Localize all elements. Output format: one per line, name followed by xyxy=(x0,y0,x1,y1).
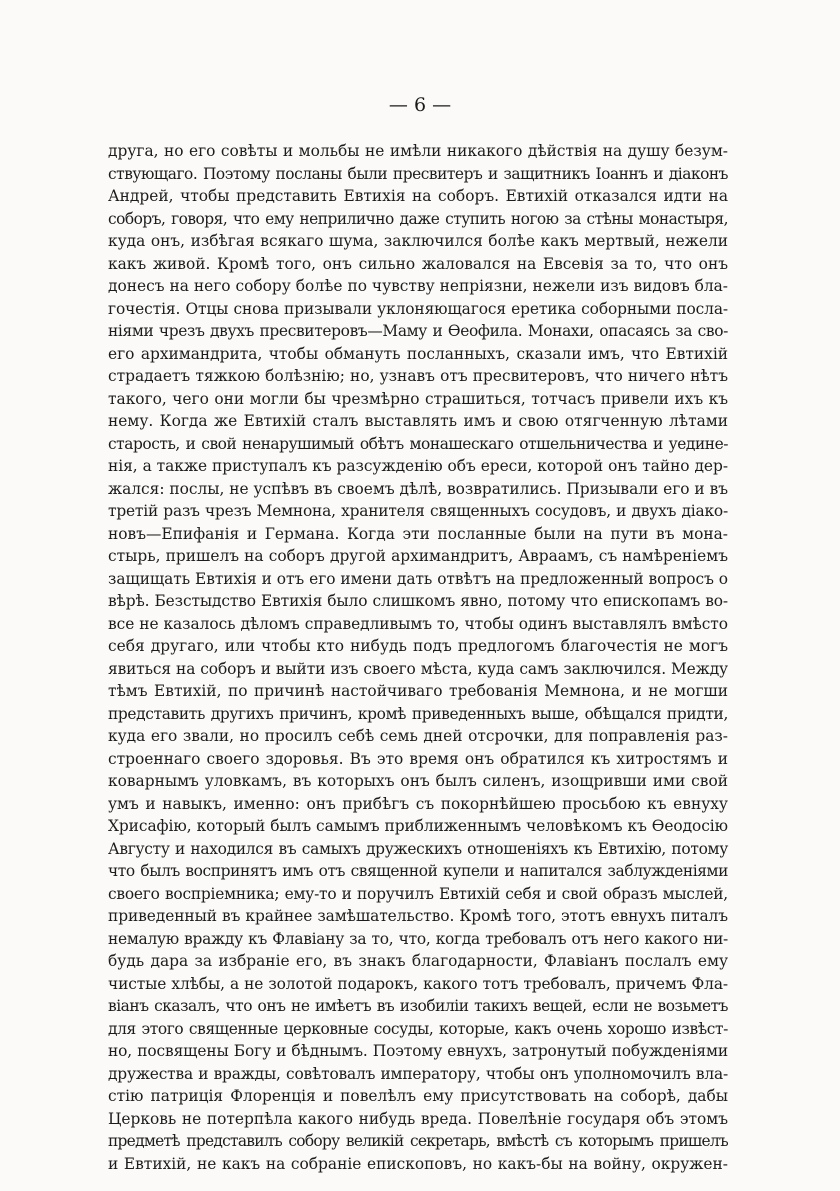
text-line: коварнымъ уловкамъ, въ которыхъ онъ былъ силенъ, изощривши ими свой xyxy=(108,772,728,790)
text-line: строеннаго своего здоровья. Въ это время онъ обратился къ хитростямъ и xyxy=(108,749,728,768)
text-line: дружества и вражды, совѣтовалъ императору, чтобы онъ уполномочилъ вла- xyxy=(108,1064,728,1083)
text-line: жался: послы, не успѣвъ въ своемъ дѣлѣ, возвратились. Призывали его и въ xyxy=(108,479,728,498)
text-line: но, посвящены Богу и бѣднымъ. Поэтому евнухъ, затронутый побужденіями xyxy=(108,1042,728,1060)
text-line: представить другихъ причинъ, кромѣ приведенныхъ выше, обѣщался придти, xyxy=(108,704,728,723)
text-line: что былъ воспринятъ имъ отъ священной купели и напитался заблужденіями xyxy=(108,862,728,880)
text-line: Андрей, чтобы представить Евтихія на соборъ. Евтихій отказался идти на xyxy=(108,187,728,205)
text-line: защищать Евтихія и отъ его имени дать отвѣтъ на предложенный вопросъ о xyxy=(108,569,728,588)
text-line: куда его звали, но просилъ себѣ семь дней отсрочки, для поправленія раз- xyxy=(108,727,728,745)
text-line: умъ и навыкъ, именно: онъ прибѣгъ съ покорнѣйшею просьбою къ евнуху xyxy=(108,794,728,813)
text-line: тѣмъ Евтихій, по причинѣ настойчиваго требованія Мемнона, и не могши xyxy=(108,682,728,700)
text-line: для этого священные церковные сосуды, которые, какъ очень хорошо извѣст- xyxy=(108,1019,728,1038)
text-line: явиться на соборъ и выйти изъ своего мѣста, куда самъ заключился. Между xyxy=(108,659,728,678)
text-line: Хрисафію, который былъ самымъ приближеннымъ человѣкомъ къ Ѳеодосію xyxy=(108,817,728,835)
text-line: его архимандрита, чтобы обмануть посланныхъ, сказали имъ, что Евтихій xyxy=(108,344,728,363)
text-line: будь дара за избраніе его, въ знакъ благодарности, Флавіанъ послалъ ему xyxy=(108,952,728,970)
text-line: третій разъ чрезъ Мемнона, хранителя священныхъ сосудовъ, и двухъ діако- xyxy=(108,502,728,520)
text-line: новъ—Епифанія и Германа. Когда эти посланные были на пути въ мона- xyxy=(108,524,728,543)
text-line: ствующаго. Поэтому посланы были пресвитеръ и защитникъ Іоаннъ и діаконъ xyxy=(108,164,728,183)
text-line: віанъ сказалъ, что онъ не имѣетъ въ изобиліи такихъ вещей, если не возьметъ xyxy=(108,997,728,1015)
body-text xyxy=(108,140,728,1175)
text-line: друга, но его совѣты и мольбы не имѣли никакого дѣйствія на душу безум- xyxy=(108,142,728,160)
text-line: старость, и свой ненарушимый обѣтъ монашескаго отшельничества и уедине- xyxy=(108,434,728,453)
text-line: Церковь не потерпѣла какого нибудь вреда. Повелѣніе государя объ этомъ xyxy=(108,1109,728,1128)
text-line: нему. Когда же Евтихій сталъ выставлять имъ и свою отягченную лѣтами xyxy=(108,412,728,430)
text-line: и Евтихій, не какъ на собраніе епископовъ, но какъ-бы на войну, окружен- xyxy=(108,1154,728,1173)
text-line: куда онъ, избѣгая всякаго шума, заключился болѣе какъ мертвый, нежели xyxy=(108,232,728,250)
text-line: приведенный въ крайнее замѣшательство. Кромѣ того, этотъ евнухъ питалъ xyxy=(108,907,728,925)
page-number: — 6 — xyxy=(388,94,452,116)
text-line: такого, чего они могли бы чрезмѣрно страшиться, тотчасъ привели ихъ къ xyxy=(108,389,728,408)
text-line: стырь, пришелъ на соборъ другой архимандритъ, Авраамъ, съ намѣреніемъ xyxy=(108,547,728,565)
text-line: немалую вражду къ Флавіану за то, что, когда требовалъ отъ него какого ни- xyxy=(108,929,728,948)
text-line: нія, а также приступалъ къ разсужденію объ ереси, которой онъ тайно дер- xyxy=(108,457,728,475)
text-line: чистые хлѣбы, а не золотой подарокъ, какого тотъ требовалъ, причемъ Фла- xyxy=(108,974,728,993)
text-line: все не казалось дѣломъ справедливымъ то, чтобы одинъ выставлялъ вмѣсто xyxy=(108,614,728,633)
text-line: Августу и находился въ самыхъ дружескихъ отношеніяхъ къ Евтихію, потому xyxy=(108,839,728,858)
text-line: предметѣ представилъ собору великій секретарь, вмѣстѣ съ которымъ пришелъ xyxy=(108,1132,728,1150)
text-line: ніями чрезъ двухъ пресвитеровъ—Маму и Ѳеофила. Монахи, опасаясь за сво- xyxy=(108,322,728,340)
text-line: стію патриція Флоренція и повелѣлъ ему присутствовать на соборѣ, дабы xyxy=(108,1087,728,1105)
text-line: вѣрѣ. Безстыдство Евтихія было слишкомъ явно, потому что епископамъ во- xyxy=(108,592,728,610)
text-line: себя другаго, или чтобы кто нибудь подъ предлогомъ благочестія не могъ xyxy=(108,637,728,655)
text-line: гочестія. Отцы снова призывали уклоняющагося еретика соборными посла- xyxy=(108,299,728,318)
text-line: своего воспріемника; ему-то и поручилъ Евтихій себя и свой образъ мыслей, xyxy=(108,884,728,903)
text-line: страдаетъ тяжкою болѣзнію; но, узнавъ отъ пресвитеровъ, что ничего нѣтъ xyxy=(108,367,728,385)
text-line: соборъ, говоря, что ему неприлично даже ступить ногою за стѣны монастыря, xyxy=(108,209,728,228)
text-line: донесъ на него собору болѣе по чувству непріязни, нежели изъ видовъ бла- xyxy=(108,277,728,295)
text-line: какъ живой. Кромѣ того, онъ сильно жаловался на Евсевія за то, что онъ xyxy=(108,254,728,273)
